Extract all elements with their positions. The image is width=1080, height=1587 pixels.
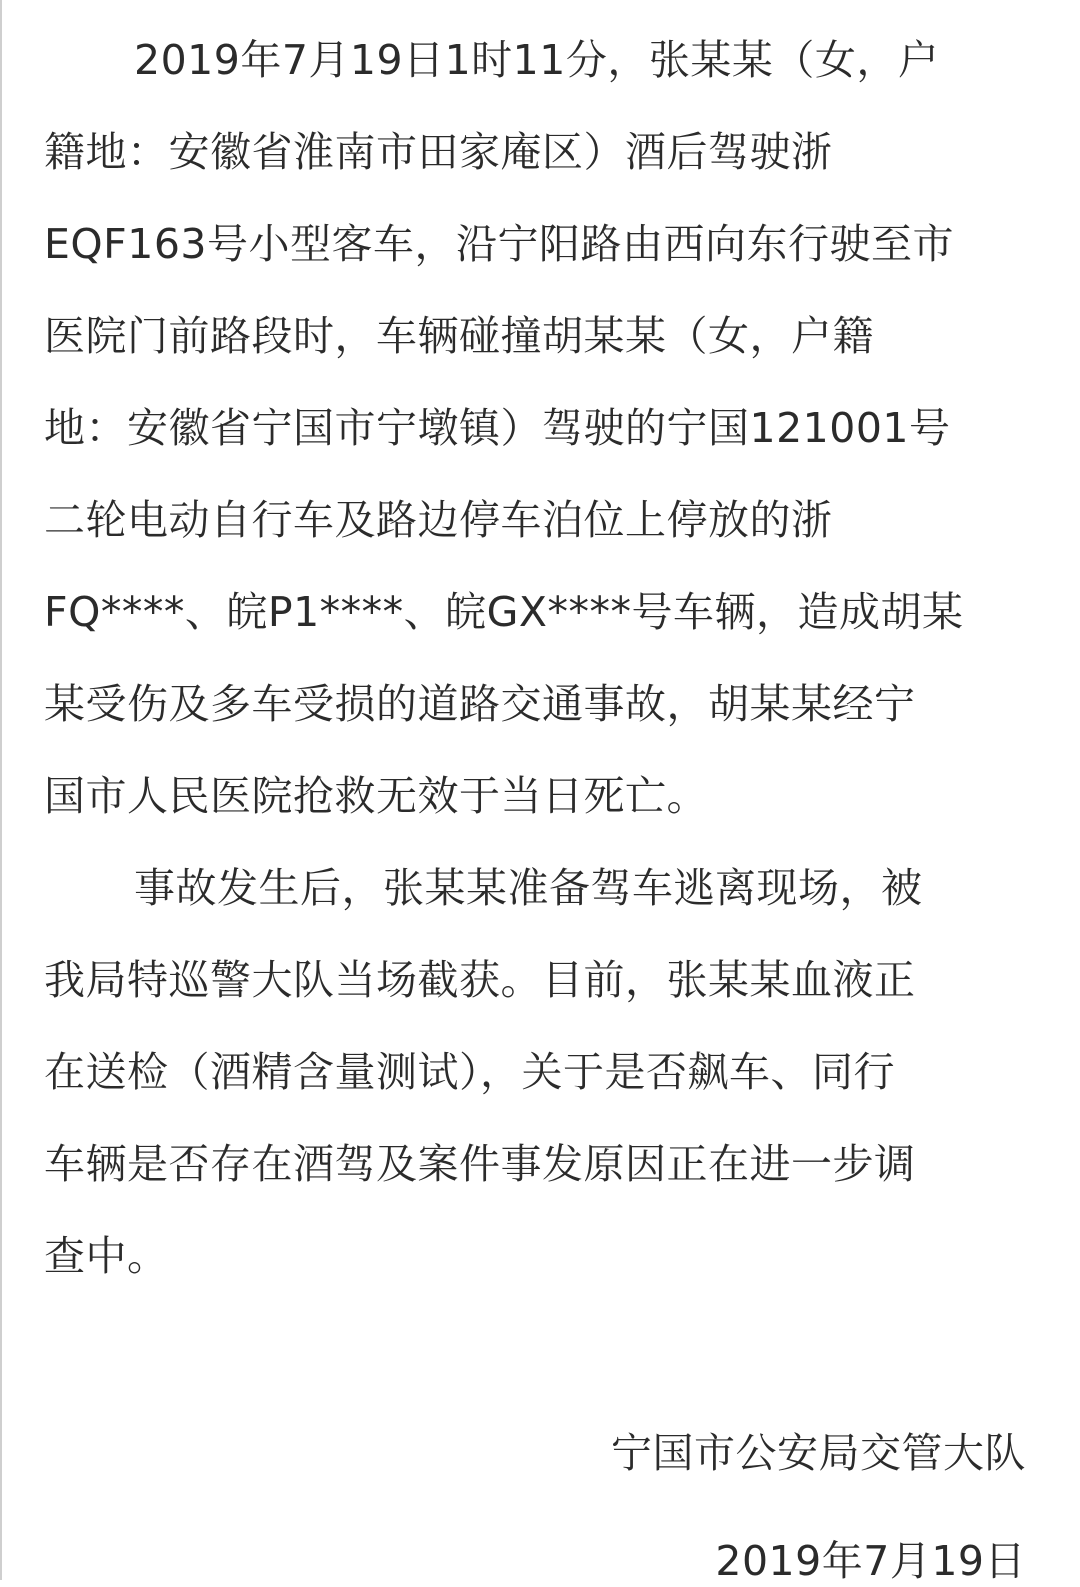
text-line: 2019年7月19日1时11分，张某某（女，户 [134,36,940,84]
text-line: 籍地：安徽省淮南市田家庵区）酒后驾驶浙 [44,128,833,176]
text-line: 查中。 [44,1232,169,1280]
text-line: 我局特巡警大队当场截获。目前，张某某血液正 [44,956,916,1004]
text-line: 地：安徽省宁国市宁墩镇）驾驶的宁国121001号 [44,404,951,452]
paragraph-2 [44,842,1036,1302]
text-line: 事故发生后，张某某准备驾车逃离现场，被 [134,864,923,912]
text-line: 国市人民医院抢救无效于当日死亡。 [44,772,708,820]
signature-organization: 宁国市公安局交管大队 [611,1429,1026,1477]
notice-document [44,14,1036,1302]
text-line: 二轮电动自行车及路边停车泊位上停放的浙 [44,496,833,544]
signature-date: 2019年7月19日 [715,1537,1026,1585]
text-line: 车辆是否存在酒驾及案件事发原因正在进一步调 [44,1140,916,1188]
paragraph-1 [44,14,1036,842]
text-line: 医院门前路段时，车辆碰撞胡某某（女，户籍 [44,312,874,360]
text-line: EQF163号小型客车，沿宁阳路由西向东行驶至市 [44,220,955,268]
page-left-edge [0,0,2,1580]
text-line: 某受伤及多车受损的道路交通事故，胡某某经宁 [44,680,916,728]
text-line: 在送检（酒精含量测试），关于是否飙车、同行 [44,1048,895,1096]
text-line: FQ****、皖P1****、皖GX****号车辆，造成胡某 [44,588,964,636]
